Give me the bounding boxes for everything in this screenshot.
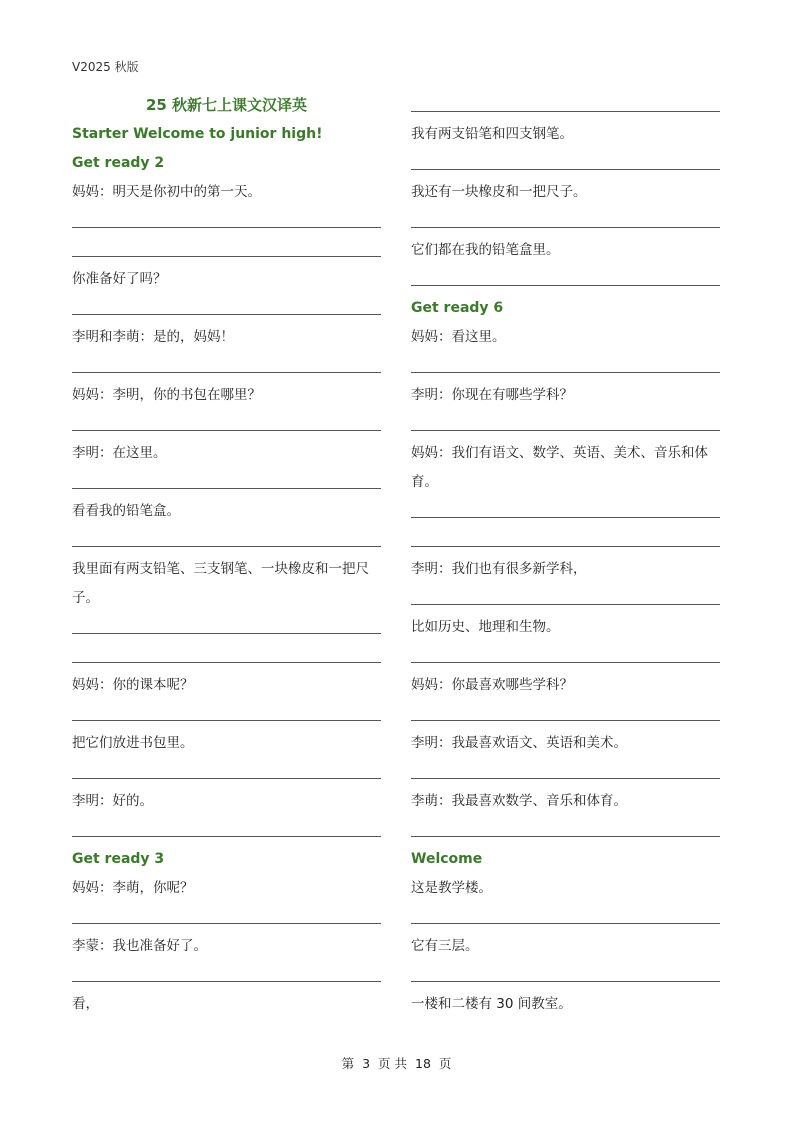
footer-total-pages: 18	[415, 1056, 431, 1071]
chinese-sentence: 这是教学楼。	[411, 880, 492, 896]
chinese-sentence: 看看我的铅笔盒。	[72, 503, 180, 519]
answer-blank-line	[72, 613, 381, 642]
answer-blank-line	[72, 816, 381, 845]
answer-blank-line	[411, 149, 720, 178]
answer-blank-line	[411, 584, 720, 613]
chinese-sentence: 我里面有两支铅笔、三支钢笔、一块橡皮和一把尺子。	[72, 561, 369, 606]
right-column	[411, 90, 720, 1019]
chinese-sentence: 李蒙：我也准备好了。	[72, 938, 207, 954]
section-heading: Welcome	[411, 851, 483, 867]
chinese-sentence: 比如历史、地理和生物。	[411, 619, 560, 635]
chinese-sentence: 妈妈：李萌，你呢？	[72, 880, 194, 896]
footer-middle: 页 共	[378, 1056, 408, 1071]
answer-blank-line	[72, 961, 381, 990]
version-label: V2025 秋版	[72, 60, 139, 74]
chinese-sentence: 妈妈：我们有语文、数学、英语、美术、音乐和体育。	[411, 445, 708, 490]
answer-blank-line	[411, 352, 720, 381]
answer-blank-line	[411, 526, 720, 555]
chinese-sentence: 它有三层。	[411, 938, 479, 954]
chinese-sentence: 李明：在这里。	[72, 445, 167, 461]
answer-blank-line	[72, 294, 381, 323]
answer-blank-line	[411, 265, 720, 294]
chinese-sentence: 我还有一块橡皮和一把尺子。	[411, 184, 587, 200]
answer-blank-line	[411, 497, 720, 526]
page-title: 25 秋新七上课文汉译英	[145, 96, 308, 114]
chinese-sentence: 李萌：我最喜欢数学、音乐和体育。	[411, 793, 627, 809]
answer-blank-line	[411, 91, 720, 120]
answer-blank-line	[411, 207, 720, 236]
chinese-sentence: 我有两支铅笔和四支钢笔。	[411, 126, 573, 142]
answer-blank-line	[411, 642, 720, 671]
chinese-sentence: 妈妈：李明，你的书包在哪里？	[72, 387, 261, 403]
chinese-sentence: 李明：我最喜欢语文、英语和美术。	[411, 735, 627, 751]
right-column-body	[411, 91, 720, 1019]
chinese-sentence: 李明：好的。	[72, 793, 153, 809]
answer-blank-line	[72, 236, 381, 265]
footer-prefix: 第	[341, 1056, 355, 1071]
answer-blank-line	[72, 642, 381, 671]
left-column-body	[72, 120, 381, 1019]
chinese-sentence: 妈妈：明天是你初中的第一天。	[72, 184, 261, 200]
chinese-sentence: 你准备好了吗？	[72, 271, 167, 287]
chinese-sentence: 妈妈：你的课本呢？	[72, 677, 194, 693]
page-footer	[0, 1054, 793, 1072]
chinese-sentence: 一楼和二楼有 30 间教室。	[411, 996, 572, 1012]
answer-blank-line	[411, 410, 720, 439]
answer-blank-line	[72, 758, 381, 787]
chinese-sentence: 李明和李萌：是的，妈妈！	[72, 329, 234, 345]
answer-blank-line	[411, 961, 720, 990]
chinese-sentence: 把它们放进书包里。	[72, 735, 194, 751]
chinese-sentence: 妈妈：你最喜欢哪些学科？	[411, 677, 573, 693]
answer-blank-line	[411, 816, 720, 845]
section-heading: Get ready 3	[72, 851, 165, 867]
footer-suffix: 页	[438, 1056, 452, 1071]
section-heading: Starter Welcome to junior high!	[72, 126, 323, 142]
answer-blank-line	[72, 468, 381, 497]
title-row	[72, 90, 381, 120]
answer-blank-line	[72, 207, 381, 236]
chinese-sentence: 妈妈：看这里。	[411, 329, 506, 345]
answer-blank-line	[411, 758, 720, 787]
left-column	[72, 90, 381, 1019]
answer-blank-line	[411, 903, 720, 932]
footer-page-number: 3	[362, 1056, 371, 1071]
answer-blank-line	[72, 410, 381, 439]
chinese-sentence: 看，	[72, 996, 99, 1012]
section-heading: Get ready 2	[72, 155, 165, 171]
chinese-sentence: 李明：你现在有哪些学科？	[411, 387, 573, 403]
answer-blank-line	[411, 700, 720, 729]
answer-blank-line	[72, 526, 381, 555]
chinese-sentence: 它们都在我的铅笔盒里。	[411, 242, 560, 258]
chinese-sentence: 李明：我们也有很多新学科，	[411, 561, 587, 577]
answer-blank-line	[72, 352, 381, 381]
answer-blank-line	[72, 700, 381, 729]
section-heading: Get ready 6	[411, 300, 504, 316]
answer-blank-line	[72, 903, 381, 932]
